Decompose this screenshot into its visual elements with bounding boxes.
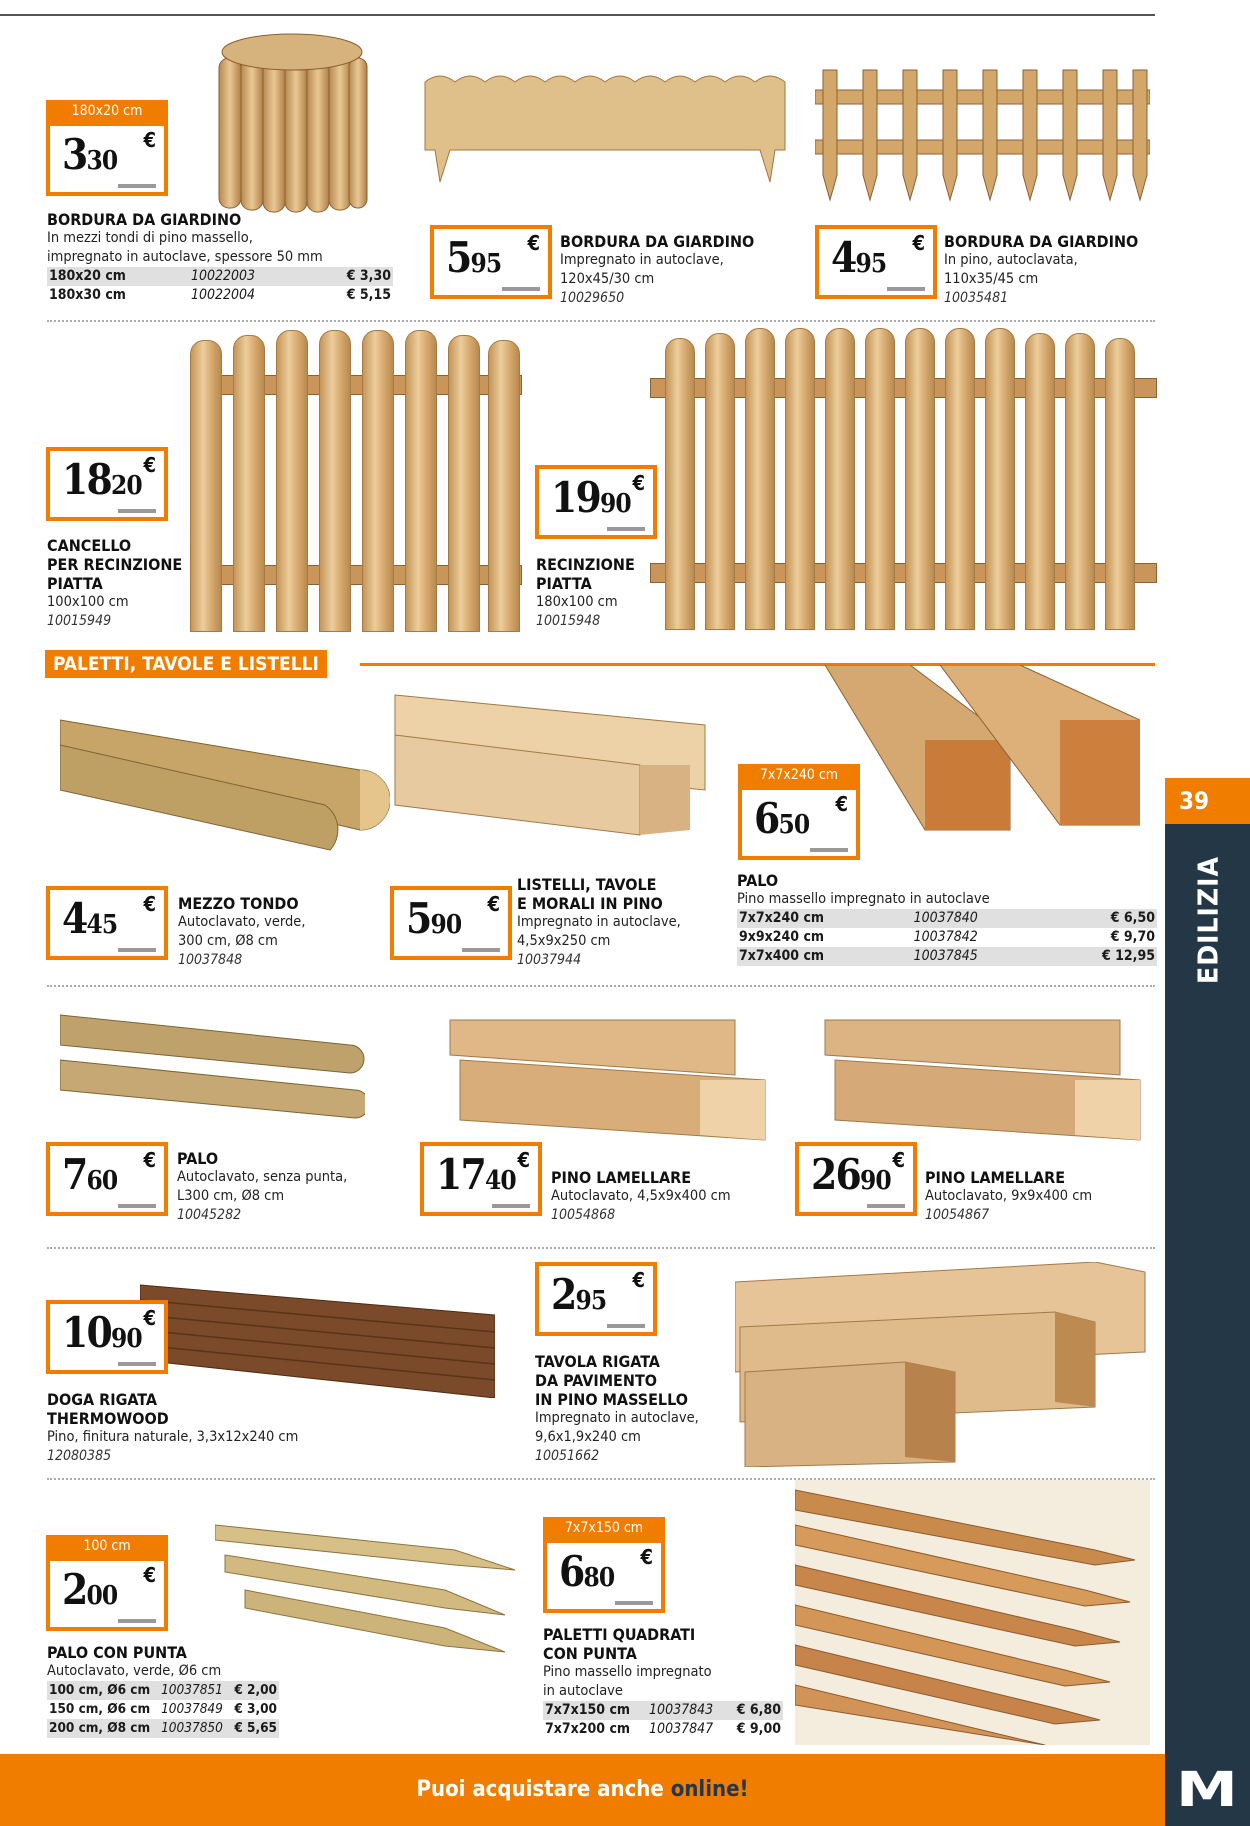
product-desc: 180x100 cm: [536, 594, 618, 610]
product-title: PINO LAMELLARE: [925, 1168, 1066, 1187]
price-tag-recinzione: [535, 465, 657, 539]
product-mezzotondo: [178, 894, 348, 970]
tag-size: 7x7x240 cm: [738, 764, 860, 786]
product-recinzione: [536, 555, 656, 631]
euro-icon: €: [527, 231, 540, 255]
product-desc: 110x35/45 cm: [944, 271, 1039, 287]
logo-m-icon: M: [1175, 1762, 1238, 1818]
product-desc: Autoclavato, 4,5x9x400 cm: [551, 1188, 731, 1204]
price-dec: 30: [86, 146, 118, 176]
product-palopunta: [47, 1643, 287, 1738]
product-title: IN PINO MASSELLO: [535, 1390, 688, 1409]
product-title: PIATTA: [536, 574, 592, 593]
product-desc: 9,6x1,9x240 cm: [535, 1429, 641, 1445]
tag-footer-mark: [118, 948, 156, 952]
product-code: 10037848: [178, 952, 243, 968]
product-code: 10045282: [177, 1207, 242, 1223]
table-row: 100 cm, Ø6 cm 10037851 € 2,00: [49, 1682, 277, 1698]
product-desc: Impregnato in autoclave,: [560, 252, 724, 268]
tag-footer-mark: [615, 1601, 653, 1605]
divider: [47, 1247, 1155, 1249]
euro-icon: €: [912, 231, 925, 255]
product-desc: Pino massello impregnato in autoclave: [737, 891, 990, 907]
price-dec: 20: [111, 471, 142, 501]
tag-footer-mark: [607, 1324, 645, 1328]
price-tag-mezzotondo: [46, 886, 168, 960]
product-desc: Pino massello impregnato: [543, 1664, 712, 1680]
divider: [47, 985, 1155, 987]
price-tag-bordura3: [815, 225, 937, 299]
price-table: [47, 1681, 279, 1738]
price-int: 3: [62, 130, 87, 179]
product-code: 10015949: [47, 613, 112, 629]
product-title: PALETTI QUADRATI: [543, 1625, 696, 1644]
product-title: THERMOWOOD: [47, 1409, 169, 1428]
bordura-border-image: [420, 70, 790, 185]
price-dec: 95: [470, 249, 502, 279]
paletti-stack-image: [795, 1480, 1150, 1745]
price-int: 10: [62, 1308, 112, 1357]
table-row: 180x30 cm 10022004 € 5,15: [49, 287, 391, 303]
product-desc: 100x100 cm: [47, 594, 129, 610]
price-dec: 00: [86, 1581, 118, 1611]
product-title: PALO CON PUNTA: [47, 1643, 187, 1662]
product-desc: Autoclavato, verde, Ø6 cm: [47, 1663, 222, 1679]
price-dec: 60: [86, 1166, 118, 1196]
price-tag-palopunta: [46, 1535, 168, 1631]
price-dec: 50: [778, 810, 810, 840]
product-paletti: [543, 1625, 783, 1739]
palo-square-image: [820, 665, 1140, 835]
price-dec: 90: [600, 489, 631, 519]
product-desc: impregnato in autoclave, spessore 50 mm: [47, 249, 323, 265]
product-desc: Autoclavato, senza punta,: [177, 1169, 348, 1185]
table-row: 150 cm, Ø6 cm 10037849 € 3,00: [49, 1701, 277, 1717]
product-lamellare1: [551, 1168, 761, 1225]
product-desc: 120x45/30 cm: [560, 271, 655, 287]
table-row: 7x7x200 cm 10037847 € 9,00: [545, 1721, 781, 1737]
product-title: TAVOLA RIGATA: [535, 1352, 660, 1371]
product-code: 12080385: [47, 1448, 112, 1464]
tag-footer-mark: [607, 527, 645, 531]
price-tag-bordura1: [46, 100, 168, 196]
price-int: 4: [62, 894, 87, 943]
product-desc: Impregnato in autoclave,: [517, 914, 681, 930]
tag-footer-mark: [810, 848, 848, 852]
price-tag-lamellare1: [420, 1142, 542, 1216]
section-title: PALETTI, TAVOLE E LISTELLI: [45, 650, 327, 678]
product-desc: Autoclavato, 9x9x400 cm: [925, 1188, 1093, 1204]
product-desc: Impregnato in autoclave,: [535, 1410, 699, 1426]
product-code: 10015948: [536, 613, 601, 629]
product-tavola: [535, 1352, 735, 1466]
tag-footer-mark: [118, 1362, 156, 1366]
price-table: [47, 267, 393, 305]
price-dec: 80: [583, 1563, 615, 1593]
price-tag-paletti: [543, 1517, 665, 1613]
price-tag-doga: [46, 1300, 168, 1374]
product-desc: 300 cm, Ø8 cm: [178, 933, 278, 949]
product-desc: In mezzi tondi di pino massello,: [47, 230, 253, 246]
price-int: 5: [406, 894, 431, 943]
euro-icon: €: [143, 1563, 156, 1587]
product-desc: 4,5x9x250 cm: [517, 933, 611, 949]
euro-icon: €: [632, 1268, 645, 1292]
price-dec: 45: [86, 910, 118, 940]
product-code: 10029650: [560, 290, 625, 306]
product-title: DOGA RIGATA: [47, 1390, 158, 1409]
product-title: PER RECINZIONE: [47, 555, 183, 574]
product-bordura3: [944, 232, 1154, 308]
page-number: 39: [1165, 778, 1250, 824]
product-code: 10035481: [944, 290, 1009, 306]
product-code: 10037944: [517, 952, 582, 968]
price-int: 2: [551, 1270, 576, 1319]
palopunta-image: [215, 1520, 520, 1660]
product-cancello: [47, 536, 197, 631]
recinzione-image: [650, 328, 1155, 633]
price-tag-listelli: [390, 886, 512, 960]
product-bordura2: [560, 232, 780, 308]
euro-icon: €: [487, 892, 500, 916]
tag-footer-mark: [867, 1204, 905, 1208]
product-title: PALO: [737, 871, 779, 890]
product-desc: in autoclave: [543, 1683, 623, 1699]
top-rule: [0, 14, 1155, 16]
price-table: [737, 909, 1157, 966]
price-tag-lamellare2: [795, 1142, 917, 1216]
product-title: E MORALI IN PINO: [517, 894, 663, 913]
price-tag-bordura2: [430, 225, 552, 299]
brand-logo: [1165, 1754, 1250, 1826]
palo-round-image: [60, 1010, 365, 1125]
section-label-text: EDILIZIA: [1191, 855, 1224, 985]
product-title: CANCELLO: [47, 536, 132, 555]
tag-footer-mark: [118, 1619, 156, 1623]
product-title: BORDURA DA GIARDINO: [560, 232, 755, 251]
price-int: 6: [559, 1547, 584, 1596]
mezzotondo-image: [60, 710, 390, 855]
euro-icon: €: [892, 1148, 905, 1172]
euro-icon: €: [143, 892, 156, 916]
euro-icon: €: [835, 792, 848, 816]
product-desc: L300 cm, Ø8 cm: [177, 1188, 285, 1204]
tag-size: 7x7x150 cm: [543, 1517, 665, 1539]
euro-icon: €: [143, 1306, 156, 1330]
price-int: 6: [754, 794, 779, 843]
price-dec: 90: [430, 910, 462, 940]
product-title: PIATTA: [47, 574, 103, 593]
euro-icon: €: [517, 1148, 530, 1172]
product-bordura1: [47, 210, 397, 305]
product-desc: In pino, autoclavata,: [944, 252, 1078, 268]
product-title: CON PUNTA: [543, 1644, 637, 1663]
lamellare1-image: [445, 1015, 770, 1145]
product-code: 10051662: [535, 1448, 600, 1464]
price-dec: 95: [855, 249, 887, 279]
table-row: 7x7x240 cm 10037840 € 6,50: [739, 910, 1155, 926]
product-code: 10054867: [925, 1207, 990, 1223]
price-int: 18: [62, 455, 112, 504]
bordura-picket-image: [815, 65, 1150, 205]
price-tag-tavola: [535, 1262, 657, 1336]
price-dec: 90: [860, 1166, 891, 1196]
tag-footer-mark: [118, 184, 156, 188]
euro-icon: €: [143, 453, 156, 477]
product-lamellare2: [925, 1168, 1135, 1225]
table-row: 180x20 cm 10022003 € 3,30: [49, 268, 391, 284]
product-palo1: [737, 871, 1157, 966]
tag-size: 180x20 cm: [46, 100, 168, 122]
table-row: 9x9x240 cm 10037842 € 9,70: [739, 929, 1155, 945]
product-code: 10054868: [551, 1207, 616, 1223]
product-title: MEZZO TONDO: [178, 894, 299, 913]
price-int: 4: [831, 233, 856, 282]
listelli-image: [390, 690, 710, 840]
tag-footer-mark: [462, 948, 500, 952]
footer-text-main: Puoi acquistare anche: [416, 1777, 671, 1802]
price-dec: 40: [485, 1166, 516, 1196]
tavola-image: [735, 1262, 1150, 1467]
doga-image: [140, 1280, 495, 1398]
price-int: 5: [446, 233, 471, 282]
price-int: 19: [551, 473, 601, 522]
footer-link-online[interactable]: online!: [670, 1777, 749, 1802]
price-tag-cancello: [46, 447, 168, 521]
tag-size: 100 cm: [46, 1535, 168, 1557]
product-title: RECINZIONE: [536, 555, 635, 574]
euro-icon: €: [143, 128, 156, 152]
table-row: 7x7x400 cm 10037845 € 12,95: [739, 948, 1155, 964]
product-desc: Autoclavato, verde,: [178, 914, 306, 930]
cancello-image: [190, 330, 520, 635]
product-title: PALO: [177, 1149, 219, 1168]
product-palo2: [177, 1149, 377, 1225]
product-title: BORDURA DA GIARDINO: [47, 210, 242, 229]
price-int: 26: [811, 1150, 861, 1199]
product-title: LISTELLI, TAVOLE: [517, 875, 657, 894]
price-tag-palo1: [738, 764, 860, 860]
tag-footer-mark: [118, 509, 156, 513]
footer-text: [0, 1754, 1165, 1826]
tag-footer-mark: [492, 1204, 530, 1208]
euro-icon: €: [632, 471, 645, 495]
product-listelli: [517, 875, 697, 970]
bordura-roll-image: [215, 30, 370, 215]
table-row: 7x7x150 cm 10037843 € 6,80: [545, 1702, 781, 1718]
price-tag-palo2: [46, 1142, 168, 1216]
euro-icon: €: [640, 1545, 653, 1569]
price-dec: 95: [575, 1286, 607, 1316]
table-row: 200 cm, Ø8 cm 10037850 € 5,65: [49, 1720, 277, 1736]
price-table: [543, 1701, 783, 1739]
price-int: 2: [62, 1565, 87, 1614]
price-dec: 90: [111, 1324, 142, 1354]
price-int: 17: [436, 1150, 486, 1199]
price-int: 7: [62, 1150, 87, 1199]
tag-footer-mark: [887, 287, 925, 291]
divider: [47, 320, 1155, 322]
tag-footer-mark: [502, 287, 540, 291]
lamellare2-image: [820, 1015, 1145, 1145]
product-desc: Pino, finitura naturale, 3,3x12x240 cm: [47, 1429, 299, 1445]
product-title: PINO LAMELLARE: [551, 1168, 692, 1187]
section-label: [1165, 840, 1250, 1000]
product-doga: [47, 1390, 367, 1466]
product-title: DA PAVIMENTO: [535, 1371, 657, 1390]
product-title: BORDURA DA GIARDINO: [944, 232, 1139, 251]
euro-icon: €: [143, 1148, 156, 1172]
tag-footer-mark: [118, 1204, 156, 1208]
